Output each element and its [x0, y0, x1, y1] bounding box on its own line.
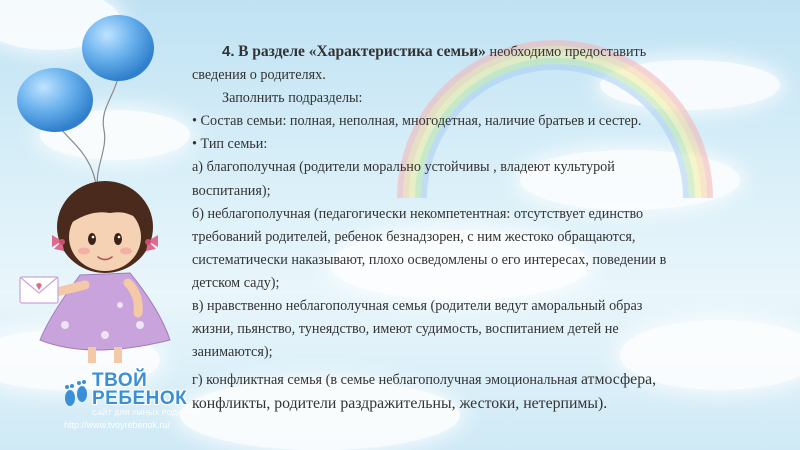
text-line: занимаются); [192, 344, 273, 361]
balloon [17, 68, 93, 132]
slide-text [192, 40, 772, 415]
text-line: б) неблагополучная (педагогически некомпетентная: отсутствует единство [192, 205, 644, 222]
text-line: • Состав семьи: полная, неполная, многодетная, наличие братьев и сестер. [192, 113, 642, 130]
logo-tagline: САЙТ ДЛЯ УМНЫХ РОДИТЕЛЕЙ [92, 410, 208, 417]
text-fragment: г) конфликтная семья (в семье неблагополучная эмоциональная [192, 372, 581, 389]
girl-illustration [10, 165, 200, 365]
text-line: жизни, пьянство, тунеядство, имеют судимость, воспитанием детей не [192, 321, 619, 338]
section-heading-rest: необходимо предоставить [485, 44, 647, 60]
balloon [82, 15, 154, 81]
logo-url[interactable]: http://www.tvoyrebenok.ru/ [64, 420, 171, 430]
text-line: конфликты, родители раздражительны, жестоки, нетерпимы). [192, 395, 608, 413]
text-line: требований родителей, ребенок безнадзорен, с ним жестоко обращаются, [192, 228, 636, 245]
logo-name-line2: РЕБЕНОК [92, 388, 188, 409]
text-fragment-large: атмосфера, [580, 371, 657, 389]
text-line: детском саду); [192, 274, 280, 291]
text-line: • Тип семьи: [192, 136, 268, 153]
text-line-last [192, 368, 772, 392]
text-line: Заполнить подразделы: [222, 90, 363, 107]
text-line: в) нравственно неблагополучная семья (родители ведут аморальный образ [192, 298, 643, 315]
section-title: В разделе «Характеристика семьи» [238, 43, 486, 60]
text-line: а) благополучная (родители морально устойчивы , владеют культурой [192, 159, 615, 176]
footprints-icon [62, 376, 90, 412]
logo-name-line1: ТВОЙ [92, 370, 148, 391]
text-line: сведения о родителях. [192, 67, 326, 84]
section-number: 4. [222, 43, 235, 60]
section-heading [192, 40, 772, 64]
text-line: воспитания); [192, 182, 271, 199]
text-line: систематически наказывают, плохо осведомлены о его интересах, поведении в [192, 251, 667, 268]
